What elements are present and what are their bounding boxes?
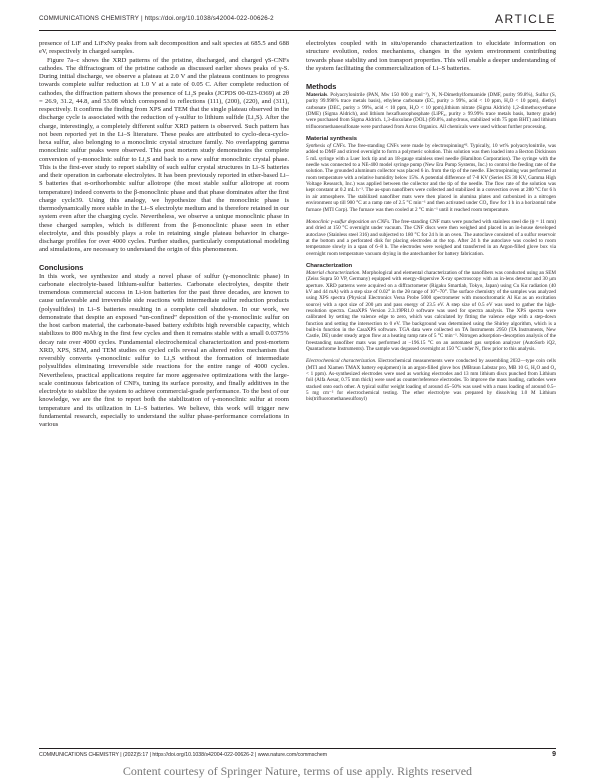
footer-citation[interactable]: COMMUNICATIONS CHEMISTRY | (2022)5:17 | https://doi.org/10.1038/s42004-022-00626-2 | www.nature.com/commschem — [39, 752, 328, 758]
body-paragraph: electrolytes coupled with in situ/operando characterization to elucidate information on structure evolution, redox mechanisms, changes in the system environment contributing towards phase stability and ion transport properties. This will enable a deeper understanding of the system facilitating the commercialization of Li–S batteries. — [306, 40, 556, 72]
running-header — [39, 12, 556, 31]
page-footer — [39, 748, 556, 761]
deposition-text: The free-standing CNF mats were punched with stainless steel die (ϕ = 11 mm) and dried at 150 °C overnight under vacuum. The CNF discs were then weighed and placed in an in-house developed autoclave (Stainless steel 316) and subjected to 180 °C for 24 h in an oven. The autoclave consisted of a sulfur reservoir at the bottom and a perforated disk for placing electrodes at the top. After 24 h the autoclave was cooled to room temperature slowly in a span of 6–8 h. The electrodes were weighed and transferred in an Argon-filled glove box via overnight room temperature vacuum drying in the antechamber for battery fabrication. — [306, 218, 556, 257]
body-paragraph: presence of LiF and LiFxNy peaks from salt decomposition and salt species at 685.5 and 688 eV, respectively in charged samples. — [39, 40, 289, 56]
char-lead: Material characterization. — [306, 269, 361, 276]
subsection-heading-material-synthesis: Material synthesis — [306, 136, 358, 143]
deposition-lead: Monoclinic γ-sulfur deposition on CNFs. — [306, 218, 391, 225]
body-paragraph: Figure 7a–c shows the XRD patterns of the pristine, discharged, and charged γS-CNFs cathodes. The diffractogram of the pristine cathode as discussed earlier shows peaks of γ-S. During initial discharge, we observe a plateau at 2.0 V and the plateaus continues to progress towards complete sulfur reduction at 1.0 V at a rate of 0.05 C. After complete reduction of cathodes, the diffraction pattern shows the presence of Li₂S peaks (JCPDS 00-023-0369) at 2θ = 26.9, 31.2, 44.8, and 53.08 which correspond to reflections (111), (200), (220), and (311), respectively. It confirms the finding from XPS and TEM that the single plateau observed in the discharge cycle is associated with the reduction of γ-sulfur to lithium sulfide (Li₂S). After the charge, interestingly, a completely different sulfur XRD pattern is observed. Such pattern has not been reported yet in the Li–S literature. These peaks are attributed to cyclo-deca-cyclo-hexa sulfur, also belonging to a monoclinic crystal structure family. No overlapping gamma monoclinic sulfur peaks were observed. This post mortem study demonstrates the complete conversion of γ-monoclinic sulfur to Li₂S and back to a new sulfur monoclinic crystal phase. This is the first-ever study to report stability of such sulfur crystal structures in Li–S batteries and their operation in carbonate electrolytes. It has been previously reported in ether-based Li–S batteries that α-orthorhombic sulfur allotrope (the most stable sulfur allotrope at room temperature) indeed converts to the β-monoclinic phase and that phase dominates after the first charge cycle39. Using this analogy, we hypothesize that the monoclinic phase is thermodynamically more stable in the Li–S electrolyte medium and is therefore retained in our system even after the charging cycle. Nevertheless, we observe a unique monoclinic phase in these charged samples, which is different from the β-monoclinic phase seen in ether electrolyte, and this possibly plays a role in retaining single plateau behavior in charge-discharge profiles for over 4000 cycles. Further studies, particularly computational modeling and simulations, are necessary to understand the origin of this phenomenon. — [39, 56, 289, 254]
subsection-heading-characterization: Characterization — [306, 262, 353, 269]
section-heading-methods: Methods — [306, 82, 337, 91]
cnf-text: The free-standing CNFs were made by electrospinning⁴². Typically, 10 wt% polyacrylonitrile, was added to DMF and stirred overnight to form a polymeric solution. This solution was then loaded into a Becton Dickinson 5 mL syringe with a Luer lock tip and an 18-gauge stainless steel needle (Hamilton Corporation). The syringe with the needle was connected to a NE-400 model syringe pump (New Era Pump Systems, Inc.) to control the feeding rate of the solution. The grounded aluminum collector was placed 6 in. from the tip of the needle. Electrospinning was performed at room temperature with a relative humidity below 15%. A potential difference of 7-8 KV (Series ES 30 KV, Gamma High Voltage Research, Inc.) was applied between the collector and the tip of the needle. The flow rate of the solution was kept constant at 0.2 mL h⁻¹. The as-spun nanofibers were collected and stabilized in a convection oven at 280 °C for 6 h in air atmosphere. The stabilized nanofiber mats were then placed in alumina plates and carbonized in a nitrogen environment up till 900 °C at a ramp rate of 2.5 °C min⁻¹ and then activated under CO₂ flow for 1 h in a horizontal tube furnace (MTI Corp). The furnace was then cooled at 2 °C min⁻¹ until it reached room temperature. — [306, 143, 557, 213]
cnf-lead: Synthesis of CNFs. — [306, 143, 347, 150]
page-number: 9 — [552, 751, 556, 758]
article-type-label: ARTICLE — [495, 12, 556, 26]
electro-lead: Electrochemical characterization. — [306, 358, 377, 365]
material-characterization-paragraph — [306, 270, 556, 352]
right-column — [306, 40, 556, 403]
cnf-synthesis-paragraph — [306, 143, 556, 213]
journal-doi-link[interactable]: COMMUNICATIONS CHEMISTRY | https://doi.org/10.1038/s42004-022-00626-2 — [39, 15, 274, 22]
body-paragraph: In this work, we synthesize and study a novel phase of sulfur (γ-monoclinic phase) in carbonate electrolyte-based lithium-sulfur batteries. Carbonate electrolytes, despite their tremendous commercial success in Li-ion batteries for the past three decades, are known to cause unfavorable and irreversible side reactions with intermediate sulfur reduction products (polysulfides) in Li–S batteries resulting in a complete cell shutdown. In our work, we demonstrate that despite an exposed “un-confined” deposition of the γ-monoclinic sulfur on the host carbon material, the carbonate-based battery exhibits high reversible capacity, which stabilizes to 800 mAh/g in the first few cycles and then it remains stable with a small 0.0375% decay rate over 4000 cycles. Fundamental electrochemical characterization and post-mortem XRD, XPS, SEM, and TEM studies on cycled cells reveal an altered redox mechanism that reversibly converts γ-monoclinic sulfur to Li₂S without the formation of intermediate polysulfides eliminating irreversible side reactions for the entire range of 4000 cycles. Nevertheless, practical applications require far more aggressive optimizations with the large-scale continuous fabrication of CNFs, tuning its surface porosity, and finally additives in the electrolyte to stabilize the system to achieve commercial-grade performance. To the best of our knowledge, we are the first to report both the stabilization of γ-monoclinic sulfur at room temperature and its utilization in Li–S batteries. We believe, this work will trigger new fundamental research, especially to understand the sulfur phase-performance correlations in various — [39, 272, 289, 428]
electrochemical-paragraph — [306, 358, 556, 402]
courtesy-watermark: Content courtesy of Springer Nature, terms of use apply. Rights reserved — [122, 764, 473, 778]
electro-text: Electrochemical measurements were conducted by assembling 2032—type coin cells (MTI and Xiamen TMAX battery equipment) in an argon-filled glove box (MBraun Labstar pro, MB 10 G, H₂O and O₂ < 1 ppm). As-synthesized electrodes were used as working electrodes and 13 mm lithium discs punched from Lithium foil (Alfa Aesar, 0.75 mm thick) were used as counter/reference electrodes. To improve the mass loading, cathodes were stacked onto each other. A typical sulfur weight loading of around 45–50% was used with a mass loading of around 0.5–5 mg cm⁻² for electrochemical testing. The ether electrolyte was prepared by dissolving 1.0 M Lithium bis(trifluoromethanesulfonyl) — [306, 358, 557, 403]
left-column — [39, 40, 289, 429]
deposition-paragraph — [306, 219, 556, 257]
section-heading-conclusions: Conclusions — [39, 262, 84, 272]
char-text: Morphological and elemental characterization of the nanofibers was conducted using an SEM (Zeiss Supra 50 VP, Germany) equipped with energy-dispersive X-ray spectroscopy with an in-lens detector and 30 μm aperture. XRD patterns were acquired on a diffractometer (Rigaku Smartlab, Tokyo, Japan) using Cu Kα radiation (40 kV and 44 mA) with a step size of 0.02° in the 2θ range of 10°–70°. The surface chemistry of the samples was analyzed using XPS spectra (Physical Electronics Versa Probe 5000 spectrometer with monochromatic Al Kα as an excitation source) with a spot size of 200 μm and pass energy of 23.5 eV. A step size of 0.5 eV was used to gather the high-resolution spectra. CasaXPS Version 2.3.19PR1.0 software was used for spectra analysis. The XPS spectra were calibrated by setting the valence edge to zero, which was calculated by fitting the valence edge with a step-down function and setting the intersection to 0 eV. The background was determined using the Shirley algorithm, which is a built-in function in the CasaXPS software. TGA data were collected on TA Instruments 2950 (TA Instruments, New Castle, DE) under steady argon flow at a heating ramp rate of 5 °C min⁻¹. Nitrogen adsorption–desorption analysis of the freestanding nanofiber mats was performed at −196.15 °C on an automated gas sorption analyzer (AutoSorb iQ2, Quantachrome Instruments). The sample was degassed overnight at 150 °C under N₂ flow prior to this analysis. — [306, 269, 557, 353]
materials-lead: Materials — [306, 92, 328, 98]
materials-paragraph — [306, 92, 556, 130]
materials-text: . Polyacrylonitrile (PAN, Mw 150 000 g mol⁻¹), N, N-Dimethylformamide (DMF, purity 99.8%), Sulfur (S, purity 99.998% trace metals basis), ethylene carbonate (EC, purity ≥ 99%, acid < 10 ppm, H₂O < 10 ppm), diethyl carbonate (DEC, purity ≥ 99%, acid < 10 ppm, H₂O < 10 ppm),lithium nitrate (Sigma Aldrich) 1,2-dimethoxyethane (DME) (Sigma Aldrich), and lithium hexafluorophosphate (LiPF₆, purity ≥ 99.99% trace metals basis, battery grade) were purchased from Sigma Aldrich. 1,3-dioxolane (DOL) (99.8%, anhydrous, stabilized with 75 ppm BHT) and lithium trifluoromethanesulfonate were purchased from Acros Organics. All chemicals were used without further processing. — [306, 92, 556, 130]
